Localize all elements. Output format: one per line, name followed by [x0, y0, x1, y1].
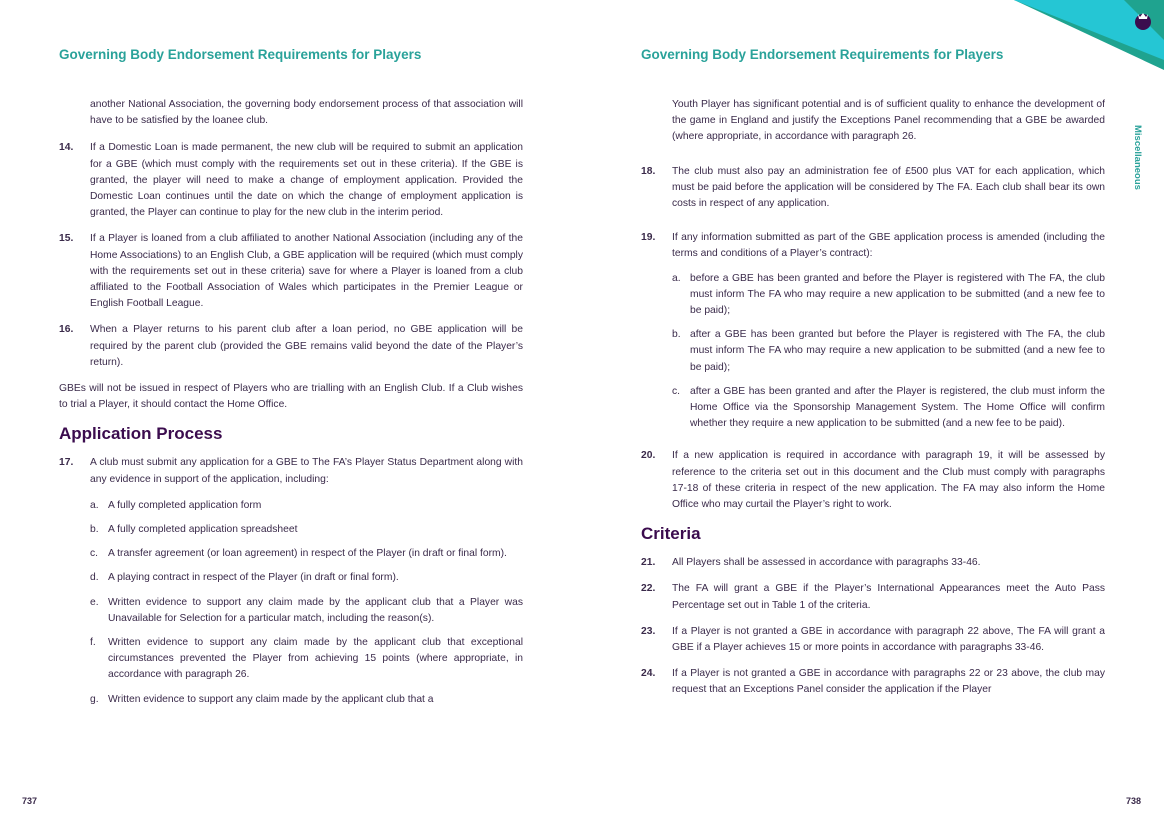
paragraph-number: 18.	[641, 165, 656, 177]
sub-item-d	[59, 570, 523, 586]
sub-item-b	[641, 327, 1105, 376]
sub-item-letter: a.	[672, 272, 681, 284]
sub-item-c	[59, 546, 523, 562]
paragraph-text: If a Domestic Loan is made permanent, the new club will be required to submit an application for a GBE (which must comply with the requirements set out in these criteria). If the GBE is granted, the player will need to make a change of employment application. Provided the Domestic Loan continues until the date on which the change of employment application is granted, the Player can continue to play for the new club in the interim period.	[90, 142, 523, 219]
paragraph-15	[59, 231, 523, 312]
sub-item-letter: c.	[90, 548, 99, 560]
paragraph-22	[641, 581, 1105, 613]
paragraph-text: If a Player is not granted a GBE in accordance with paragraph 22 above, The FA will grant a GBE if a Player achieves 15 or more points in accordance with paragraphs 33-46.	[672, 625, 1105, 654]
sub-item-letter: e.	[90, 596, 99, 608]
paragraph-17	[59, 455, 523, 487]
paragraph-number: 21.	[641, 557, 656, 569]
section-tab-miscellaneous: Miscellaneous	[1132, 125, 1143, 190]
paragraph-number: 22.	[641, 583, 656, 595]
sub-item-b	[59, 522, 523, 538]
sub-item-text: before a GBE has been granted and before the Player is registered with The FA, the club must inform The FA who may require a new application to be submitted (and a new fee to be paid);	[690, 272, 1105, 317]
sub-item-f	[59, 635, 523, 684]
paragraph-text: The club must also pay an administration fee of £500 plus VAT for each application, which must be paid before the application will be considered by The FA. Each club shall bear its own costs in respect of any application.	[672, 165, 1105, 210]
paragraph-14	[59, 140, 523, 221]
paragraph-text: If a Player is loaned from a club affiliated to another National Association (including any of the Home Associations) to an English Club, a GBE application will be required (which must comply with the requirements set out in these criteria) save for where a Player is loaned from a club affiliated to the Football Association of Wales which participates in the Premier League or English Football League.	[90, 233, 523, 310]
sub-item-letter: c.	[672, 385, 681, 397]
running-head: Governing Body Endorsement Requirements for Players	[641, 47, 1004, 62]
corner-band-graphic	[1014, 0, 1164, 70]
paragraph-number: 23.	[641, 625, 656, 637]
paragraph-text: If a new application is required in accordance with paragraph 19, it will be assessed by reference to the criteria set out in this document and the Club must comply with paragraphs 17-18 of these criteria in respect of the new application. The FA may also inform the Home Office who may curtail the Player’s right to work.	[672, 450, 1105, 511]
sub-item-text: A fully completed application form	[108, 499, 262, 511]
paragraph-23	[641, 624, 1105, 656]
sub-item-text: A transfer agreement (or loan agreement) in respect of the Player (in draft or final form).	[108, 548, 507, 560]
left-column	[59, 97, 523, 716]
paragraph-number: 15.	[59, 233, 74, 245]
paragraph-text: The FA will grant a GBE if the Player’s International Appearances meet the Auto Pass Percentage set out in Table 1 of the criteria.	[672, 583, 1105, 611]
sub-item-text: A fully completed application spreadsheet	[108, 524, 298, 536]
continuation-text: another National Association, the governing body endorsement process of that association will have to be satisfied by the loanee club.	[90, 99, 523, 127]
section-heading-criteria: Criteria	[641, 524, 701, 544]
sub-item-e	[59, 595, 523, 627]
sub-item-letter: b.	[672, 329, 681, 341]
paragraph-text: If a Player is not granted a GBE in accordance with paragraphs 22 or 23 above, the club may request that an Exceptions Panel consider the application if the Player	[672, 668, 1105, 696]
sub-item-text: after a GBE has been granted but before the Player is registered with The FA, the club must inform The FA who may require a new application to be submitted (and a new fee to be paid);	[690, 329, 1105, 373]
paragraph-20	[641, 448, 1105, 513]
paragraph-number: 20.	[641, 450, 656, 462]
section-heading-application-process: Application Process	[59, 424, 223, 444]
paragraph-number: 14.	[59, 142, 74, 154]
paragraph-number: 17.	[59, 457, 74, 469]
sub-item-letter: g.	[90, 693, 99, 705]
page-number: 738	[1126, 796, 1142, 806]
sub-item-text: Written evidence to support any claim made by the applicant club that a	[108, 693, 434, 705]
sub-item-c	[641, 384, 1105, 433]
sub-item-letter: d.	[90, 572, 99, 584]
paragraph-19	[641, 230, 1105, 262]
paragraph-number: 16.	[59, 324, 74, 336]
sub-item-text: Written evidence to support any claim made by the applicant club that a Player was Unavailable for Selection for a particular match, including the reason(s).	[108, 596, 523, 624]
sub-item-text: after a GBE has been granted and after the Player is registered, the club must inform the Home Office via the Sponsorship Management System. The Home Office will confirm whether they require a new application to be submitted (and a new fee to be paid).	[690, 385, 1105, 430]
paragraph-21	[641, 555, 1105, 571]
sub-item-a	[59, 498, 523, 514]
continuation-text: Youth Player has significant potential and is of sufficient quality to enhance the development of the game in England and justify the Exceptions Panel recommending that a GBE be awarded (where appropriate, in accordance with paragraph 26.	[672, 99, 1105, 143]
sub-item-letter: f.	[90, 637, 96, 649]
paragraph-text: A club must submit any application for a GBE to The FA’s Player Status Department along with any evidence in support of the application, including:	[90, 457, 523, 485]
paragraph-text: When a Player returns to his parent club after a loan period, no GBE application will be required by the parent club (provided the GBE remains valid beyond the date of the Player’s return).	[90, 324, 523, 368]
paragraph-18	[641, 164, 1105, 213]
page-number: 737	[22, 796, 38, 806]
trial-note: GBEs will not be issued in respect of Players who are trialling with an English Club. If a Club wishes to trial a Player, it should contact the Home Office.	[59, 383, 523, 411]
sub-item-g	[59, 692, 523, 708]
paragraph-number: 24.	[641, 668, 656, 680]
paragraph-16	[59, 322, 523, 371]
sub-item-a	[641, 271, 1105, 320]
sub-item-text: Written evidence to support any claim made by the applicant club that exceptional circumstances prevented the Player from achieving 15 points (where appropriate, in accordance with paragraph 26.	[108, 637, 523, 681]
running-head: Governing Body Endorsement Requirements for Players	[59, 47, 422, 62]
right-page	[582, 0, 1164, 825]
sub-item-text: A playing contract in respect of the Player (in draft or final form).	[108, 572, 399, 584]
paragraph-text: If any information submitted as part of the GBE application process is amended (including the terms and conditions of a Player’s contract):	[672, 232, 1105, 260]
right-column	[641, 97, 1105, 709]
paragraph-text: All Players shall be assessed in accordance with paragraphs 33-46.	[672, 557, 981, 569]
sub-item-letter: b.	[90, 524, 99, 536]
paragraph-24	[641, 666, 1105, 698]
paragraph-number: 19.	[641, 232, 656, 244]
sub-item-letter: a.	[90, 499, 99, 511]
